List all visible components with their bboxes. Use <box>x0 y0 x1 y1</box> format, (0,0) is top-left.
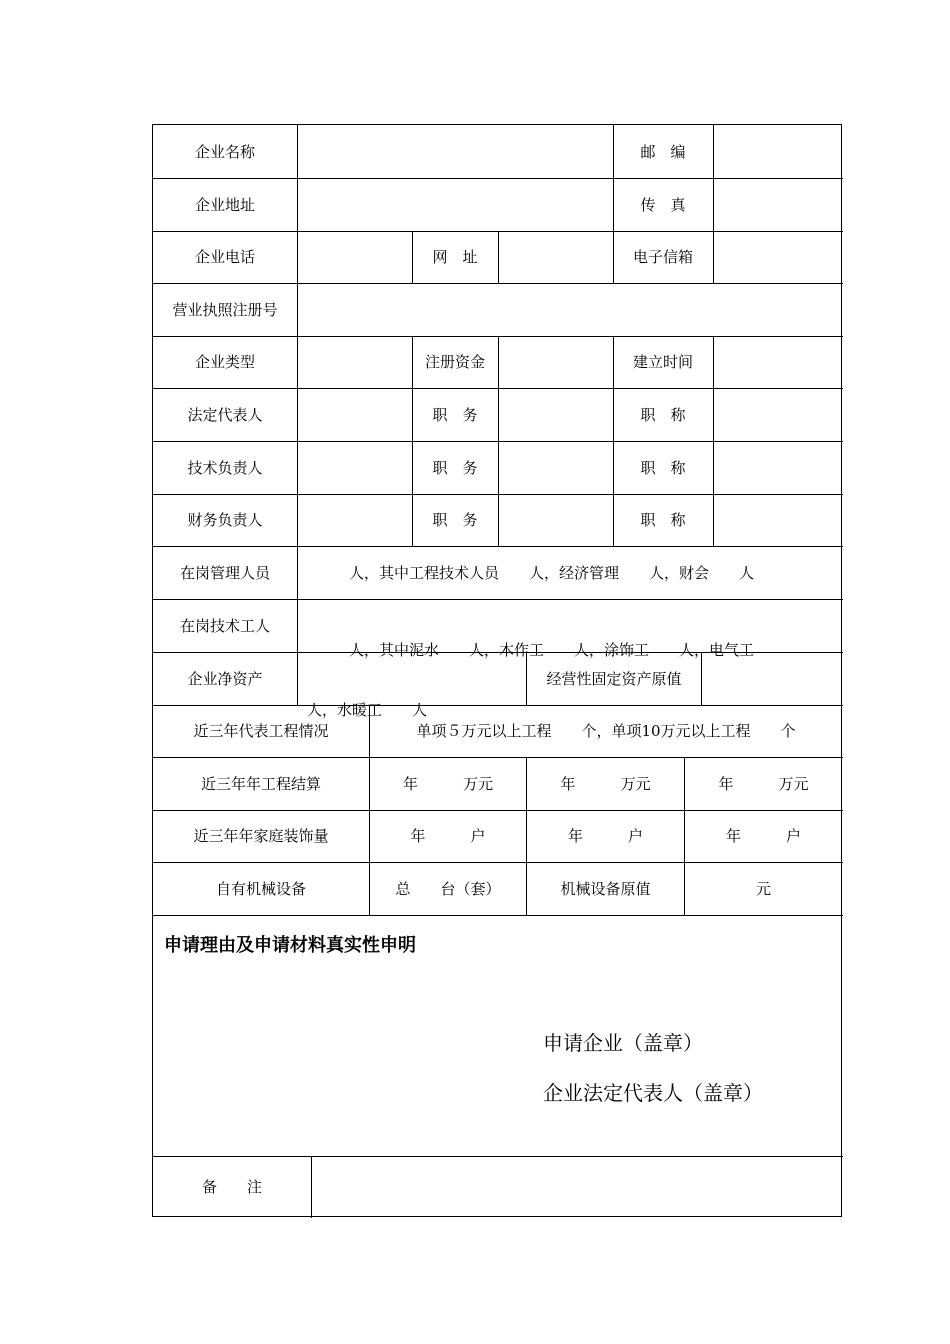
legal-rep-seal-line: 企业法定代表人（盖章） <box>543 1081 763 1105</box>
postcode-label: 邮 编 <box>640 142 686 161</box>
tech-lead-label: 技术负责人 <box>187 458 263 477</box>
equipment-label: 自有机械设备 <box>215 879 306 898</box>
finance-lead-position-label: 职 务 <box>432 511 478 529</box>
mgmt-staff-label: 在岗管理人员 <box>179 563 270 582</box>
settlement-year-2[interactable]: 年 万元 <box>560 774 651 793</box>
company-phone-field[interactable] <box>298 231 412 283</box>
settlement-year-3[interactable]: 年 万元 <box>718 774 809 793</box>
net-assets-label: 企业净资产 <box>187 669 263 688</box>
tech-lead-position-label: 职 务 <box>432 458 478 477</box>
projects-field[interactable]: 单项５万元以上工程 个，单项10万元以上工程 个 <box>416 722 796 740</box>
settlement-year-1[interactable]: 年 万元 <box>402 774 493 793</box>
mgmt-staff-field[interactable]: 人，其中工程技术人员 人，经济管理 人，财会 人 <box>349 563 755 582</box>
legal-rep-title-label: 职 称 <box>640 405 686 424</box>
application-form <box>152 124 842 1217</box>
net-assets-field[interactable] <box>298 652 526 705</box>
home-deco-year-1[interactable]: 年 户 <box>410 827 486 845</box>
equipment-value-field[interactable]: 元 <box>755 879 771 898</box>
license-number-label: 营业执照注册号 <box>172 300 278 319</box>
fax-field[interactable] <box>714 178 842 231</box>
finance-lead-label: 财务负责人 <box>187 511 263 529</box>
remarks-field[interactable] <box>312 1157 842 1217</box>
finance-lead-title-label: 职 称 <box>640 511 686 529</box>
email-field[interactable] <box>714 231 842 283</box>
tech-lead-position-field[interactable] <box>499 441 613 494</box>
fax-label: 传 真 <box>640 195 686 214</box>
applicant-seal-line: 申请企业（盖章） <box>543 1031 703 1055</box>
registered-capital-field[interactable] <box>499 336 613 388</box>
company-phone-label: 企业电话 <box>194 248 255 266</box>
postcode-field[interactable] <box>714 125 842 178</box>
tech-workers-line-1: 人，其中泥水 人，木作工 人，涂饰工 人，电气工 <box>349 641 755 659</box>
settlement-label: 近三年年工程结算 <box>200 774 321 793</box>
legal-rep-title-field[interactable] <box>714 388 842 441</box>
home-deco-label: 近三年年家庭装饰量 <box>193 827 329 845</box>
company-name-label: 企业名称 <box>194 142 255 161</box>
legal-rep-position-field[interactable] <box>499 388 613 441</box>
tech-lead-title-label: 职 称 <box>640 458 686 477</box>
fixed-assets-field[interactable] <box>702 652 842 705</box>
fixed-assets-label: 经营性固定资产原值 <box>546 669 682 688</box>
legal-rep-position-label: 职 务 <box>432 405 478 424</box>
finance-lead-field[interactable] <box>298 494 412 546</box>
founded-date-label: 建立时间 <box>632 353 693 371</box>
remarks-label: 备 注 <box>201 1178 262 1196</box>
home-deco-year-3[interactable]: 年 户 <box>725 827 801 845</box>
tech-workers-label: 在岗技术工人 <box>179 616 270 635</box>
company-type-field[interactable] <box>298 336 412 388</box>
license-number-field[interactable] <box>298 283 842 336</box>
declaration-heading: 申请理由及申请材料真实性申明 <box>164 935 416 956</box>
company-name-field[interactable] <box>298 125 613 178</box>
website-label: 网 址 <box>432 248 478 266</box>
founded-date-field[interactable] <box>714 336 842 388</box>
legal-rep-field[interactable] <box>298 388 412 441</box>
legal-rep-label: 法定代表人 <box>187 405 263 424</box>
tech-workers-line-2: 人，水暖工 人 <box>307 701 428 719</box>
company-address-label: 企业地址 <box>194 195 255 214</box>
home-deco-year-2[interactable]: 年 户 <box>567 827 643 845</box>
finance-lead-title-field[interactable] <box>714 494 842 546</box>
registered-capital-label: 注册资金 <box>424 353 485 371</box>
company-address-field[interactable] <box>298 178 613 231</box>
projects-label: 近三年代表工程情况 <box>193 722 329 740</box>
tech-lead-field[interactable] <box>298 441 412 494</box>
email-label: 电子信箱 <box>632 248 693 266</box>
tech-lead-title-field[interactable] <box>714 441 842 494</box>
finance-lead-position-field[interactable] <box>499 494 613 546</box>
company-type-label: 企业类型 <box>194 353 255 371</box>
equipment-value-label: 机械设备原值 <box>560 879 651 898</box>
equipment-count-field[interactable]: 总 台（套） <box>395 879 501 898</box>
website-field[interactable] <box>499 231 613 283</box>
